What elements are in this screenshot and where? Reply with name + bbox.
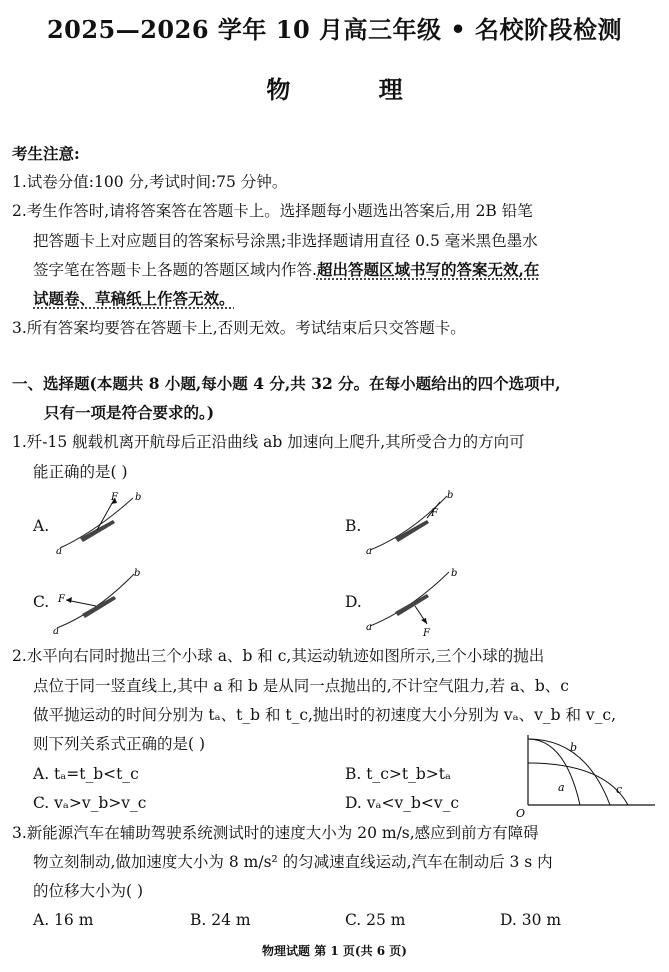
q1-stem-line-1: 1.歼-15 舰载机离开航母后正沿曲线 ab 加速向上爬升,其所受合力的方向可 [12, 433, 525, 451]
q3-stem-line-2: 物立刻制动,做加速度大小为 8 m/s² 的匀减速直线运动,汽车在制动后 3 s 内 [33, 853, 553, 871]
q1-c-point-b: b [134, 568, 141, 579]
q1-a-point-a: a [56, 546, 62, 555]
notice-item-3: 3.所有答案均要答在答题卡上,否则无效。考试结束后只交答题卡。 [12, 319, 466, 337]
q1-b-point-b: b [447, 490, 454, 501]
q3-option-c: C. 25 m [345, 911, 406, 929]
q1-option-c: C. [33, 593, 50, 611]
q2-option-c: C. vₐ>v_b>v_c [33, 794, 147, 812]
q2-trajectory-figure [510, 733, 660, 819]
notice-heading: 考生注意: [12, 144, 80, 163]
q1-d-point-b: b [451, 568, 458, 579]
q2-figure-label-a: a [558, 781, 565, 794]
section-heading-line-2: 只有一项是符合要求的。) [44, 403, 215, 422]
q1-option-a: A. [33, 517, 50, 535]
q1-option-d: D. [345, 593, 362, 611]
notice-item-2-line-1: 2.考生作答时,请将答案答在答题卡上。选择题每小题选出答案后,用 2B 铅笔 [12, 202, 533, 220]
subject-title: 物 理 [266, 75, 443, 104]
q1-figure-b [365, 488, 460, 556]
q2-option-b: B. t_c>t_b>tₐ [345, 765, 451, 783]
q2-stem-line-3: 做平抛运动的时间分别为 tₐ、t_b 和 t_c,抛出时的初速度大小分别为 vₐ、v_b 和 v_c, [33, 706, 617, 724]
notice-plain-text: 签字笔在答题卡上各题的答题区域内作答. [33, 261, 317, 279]
q1-b-force-label: F [431, 508, 438, 519]
q3-stem-line-3: 的位移大小为( ) [33, 882, 144, 900]
q1-figure-c [52, 566, 147, 636]
q1-figure-a [55, 490, 145, 555]
q1-figure-d [365, 566, 465, 638]
q1-b-point-a: a [366, 546, 372, 556]
q2-figure-label-c: c [616, 783, 623, 796]
q1-c-force-label: F [58, 594, 65, 605]
q2-option-a: A. tₐ=t_b<t_c [33, 765, 139, 783]
q3-stem-line-1: 3.新能源汽车在辅助驾驶系统测试时的速度大小为 20 m/s,感应到前方有障碍 [12, 824, 539, 842]
notice-item-2-line-3 [33, 261, 539, 280]
q1-c-point-a: a [53, 626, 59, 636]
q2-figure-origin: O [516, 807, 526, 819]
q1-a-point-b: b [135, 492, 142, 503]
page-footer: 物理试题 第 1 页(共 6 页) [262, 944, 407, 958]
q2-stem-line-4: 则下列关系式正确的是( ) [33, 735, 206, 753]
exam-title: 2025—2026 学年 10 月高三年级 • 名校阶段检测 [46, 15, 623, 44]
q3-option-a: A. 16 m [33, 911, 94, 929]
q2-stem-line-2: 点位于同一竖直线上,其中 a 和 b 是从同一点抛出的,不计空气阻力,若 a、b、c [33, 677, 569, 695]
section-heading-line-1: 一、选择题(本题共 8 小题,每小题 4 分,共 32 分。在每小题给出的四个选项中, [12, 374, 561, 393]
q1-stem-line-2: 能正确的是( ) [33, 463, 128, 481]
notice-item-2-line-4: 试题卷、草稿纸上作答无效。 [33, 289, 235, 308]
q1-option-b: B. [345, 517, 362, 535]
q2-stem-line-1: 2.水平向右同时抛出三个小球 a、b 和 c,其运动轨迹如图所示,三个小球的抛出 [12, 647, 545, 665]
notice-emphasis-text: 超出答题区域书写的答案无效,在 [316, 260, 540, 279]
notice-item-2-line-2: 把答题卡上对应题目的答案标号涂黑;非选择题请用直径 0.5 毫米黑色墨水 [33, 232, 538, 250]
notice-item-1: 1.试卷分值:100 分,考试时间:75 分钟。 [12, 173, 288, 191]
q2-option-d: D. vₐ<v_b<v_c [345, 794, 460, 812]
q2-figure-label-b: b [570, 741, 578, 754]
q1-d-force-label: F [423, 628, 430, 638]
q3-option-b: B. 24 m [190, 911, 251, 929]
q1-d-point-a: a [366, 622, 372, 633]
q3-option-d: D. 30 m [500, 911, 562, 929]
q1-a-force-label: F [111, 492, 118, 503]
